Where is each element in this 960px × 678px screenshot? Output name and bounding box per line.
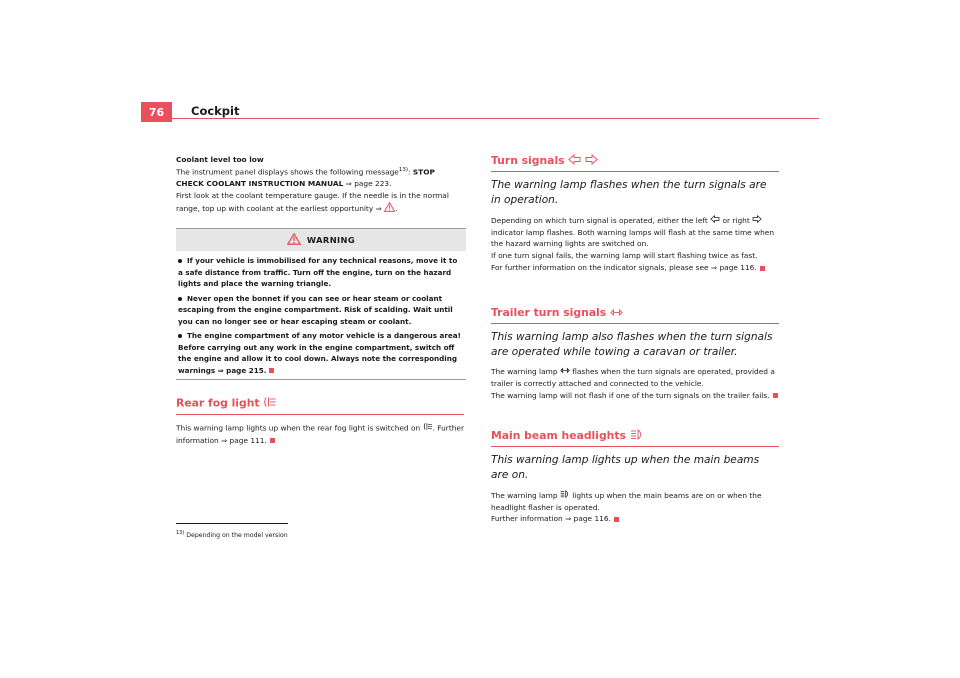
warning-item xyxy=(178,255,464,290)
trailer-signal-icon xyxy=(610,307,623,320)
beam-body xyxy=(491,490,779,526)
beam-intro: This warning lamp lights up when the main beams are on. xyxy=(491,454,760,482)
turn-section xyxy=(491,154,779,274)
fog-heading xyxy=(176,396,464,415)
fog-text xyxy=(176,422,464,447)
beam-p1-b: lights up when the main beams are on or when the headlight flasher is operated. xyxy=(491,490,762,512)
warning-item-text: If your vehicle is immobilised for any technical reasons, move it to a safe distance from traffic. Turn off the engine, turn on the hazard lights and place the warning triangle. xyxy=(178,256,458,289)
footnote-ref[interactable]: 13) xyxy=(398,166,409,173)
bullet-icon xyxy=(178,334,182,338)
warning-box xyxy=(176,228,466,380)
coolant-section xyxy=(176,154,464,216)
trailer-signal-icon xyxy=(560,366,570,378)
turn-p3-text[interactable]: For further information on the indicator signals, please see ⇒ page 116. xyxy=(491,263,757,273)
end-mark-icon xyxy=(760,266,765,271)
trailer-title: Trailer turn signals xyxy=(491,306,607,319)
main-beam-icon xyxy=(560,490,570,502)
fog-section xyxy=(176,396,464,447)
trailer-p1-a: The warning lamp xyxy=(491,367,560,377)
end-mark-icon xyxy=(614,517,619,522)
footnote-mark: 13) xyxy=(176,530,185,536)
beam-p2-text[interactable]: Further information ⇒ page 116. xyxy=(491,514,611,524)
coolant-message: STOP CHECK COOLANT INSTRUCTION MANUAL xyxy=(176,167,435,189)
warning-item-text: The engine compartment of any motor vehicle is a dangerous area! Before carrying out any work in the engine compartment, switch off the engine and allow it to cool down. Always note the corresponding warnings ⇒ page 215. xyxy=(178,331,461,375)
coolant-title: Coolant level too low xyxy=(176,155,264,164)
turn-right-icon xyxy=(585,154,598,168)
turn-p1-a: Depending on which turn signal is operated, either the left xyxy=(491,215,711,225)
page-number: 76 xyxy=(141,102,172,122)
trailer-body xyxy=(491,366,779,402)
beam-section xyxy=(491,429,779,525)
warning-header xyxy=(176,228,466,251)
trailer-heading xyxy=(491,306,779,324)
coolant-p2-text-a: First look at the coolant temperature gauge. If the needle is in the normal range, top up with coolant at the earliest opportunity ⇒ xyxy=(176,191,449,213)
warning-title: WARNING xyxy=(306,235,356,245)
coolant-p1-text-b: : xyxy=(408,167,413,177)
turn-left-icon xyxy=(568,154,581,168)
footnote-text: Depending on the model version xyxy=(186,532,288,540)
warning-triangle-icon xyxy=(287,233,307,247)
rear-fog-light-icon xyxy=(263,396,277,411)
warning-triangle-icon[interactable] xyxy=(384,202,398,216)
warning-body xyxy=(176,251,466,376)
turn-paragraph-2: If one turn signal fails, the warning lamp will start flashing twice as fast. xyxy=(491,251,758,261)
end-mark-icon xyxy=(269,368,274,373)
coolant-page-link[interactable]: ⇒ page 223. xyxy=(343,179,392,189)
turn-intro: The warning lamp flashes when the turn signals are in operation. xyxy=(491,179,767,207)
trailer-section xyxy=(491,306,779,402)
rear-fog-light-icon xyxy=(423,422,433,435)
coolant-paragraph-2 xyxy=(176,190,464,216)
beam-paragraph-1 xyxy=(491,490,779,514)
header-rule xyxy=(141,118,819,119)
coolant-paragraph-1 xyxy=(176,166,464,190)
turn-paragraph-3 xyxy=(491,262,779,274)
warning-footer-rule xyxy=(176,379,466,380)
trailer-p2-text: The warning lamp will not flash if one of the turn signals on the trailer fails. xyxy=(491,390,770,400)
end-mark-icon xyxy=(270,438,275,443)
turn-heading xyxy=(491,154,779,172)
trailer-paragraph-2 xyxy=(491,390,779,402)
bullet-icon xyxy=(178,297,182,301)
warning-item xyxy=(178,293,464,328)
footnote-rule xyxy=(176,523,288,524)
fog-title: Rear fog light xyxy=(176,396,260,410)
beam-paragraph-2 xyxy=(491,513,779,525)
turn-p1-c: indicator lamp flashes. Both warning lamps will flash at the same time when the hazard warning lights are switched on. xyxy=(491,227,775,249)
warning-item-text: Never open the bonnet if you can see or hear steam or coolant escaping from the engine compartment. Risk of scalding. Wait until you can no longer see or hear escaping steam or coolant. xyxy=(178,293,453,326)
turn-left-icon xyxy=(710,215,720,227)
turn-paragraph-1 xyxy=(491,215,779,251)
turn-p1-b: or right xyxy=(720,215,753,225)
beam-heading xyxy=(491,429,779,447)
fog-text-b[interactable]: . Further information ⇒ page 111. xyxy=(176,423,464,445)
coolant-p1-text-a: The instrument panel displays shows the following message xyxy=(176,167,399,177)
trailer-p1-b: flashes when the turn signals are operated, provided a trailer is correctly attached and connected to the vehicle. xyxy=(491,367,775,389)
turn-title: Turn signals xyxy=(491,154,565,167)
beam-p1-a: The warning lamp xyxy=(491,490,560,500)
section-title: Cockpit xyxy=(191,104,240,118)
turn-body xyxy=(491,215,779,274)
main-beam-icon xyxy=(630,429,644,443)
footnote xyxy=(176,530,288,539)
trailer-paragraph-1 xyxy=(491,366,779,390)
end-mark-icon xyxy=(773,393,778,398)
turn-right-icon xyxy=(752,215,762,227)
bullet-icon xyxy=(178,259,182,263)
warning-item xyxy=(178,330,464,376)
fog-text-a: This warning lamp lights up when the rear fog light is switched on xyxy=(176,423,423,433)
coolant-p2-text-b: . xyxy=(395,203,398,213)
beam-title: Main beam headlights xyxy=(491,429,626,442)
trailer-intro: This warning lamp also flashes when the turn signals are operated while towing a caravan or trailer. xyxy=(491,330,773,358)
